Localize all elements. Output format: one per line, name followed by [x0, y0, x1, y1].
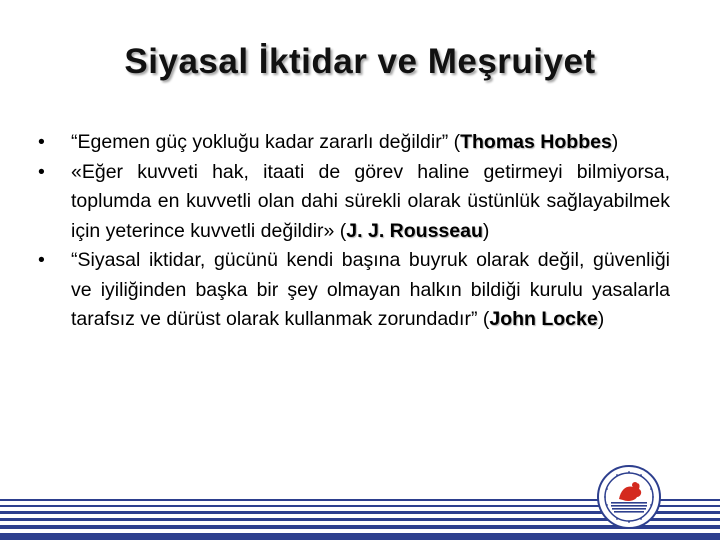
quote-end: ) — [482, 219, 490, 242]
bullet-dot: • — [38, 160, 45, 183]
bullet-item — [38, 128, 670, 158]
author-name: J. J. Rousseau — [346, 219, 483, 242]
quote-end: ) — [597, 308, 605, 330]
slide-title: Siyasal İktidar ve Meşruiyet — [124, 42, 596, 81]
quote-text: “Siyasal iktidar, gücünü kendi başına buyruk olarak değil, güvenliği ve iyiliğinden başka bir şey olmayan halkın bildiği kurulu yasalarla tarafsız ve dürüst olarak kullanmak zorundadır” ( — [71, 249, 670, 330]
bullet-item — [38, 158, 670, 247]
bullet-dot: • — [38, 131, 45, 153]
quote-end: ) — [611, 131, 619, 153]
bullet-list — [38, 128, 670, 335]
quote-text: “Egemen güç yokluğu kadar zararlı değildir” ( — [71, 131, 461, 153]
university-emblem-icon — [597, 465, 661, 529]
bullet-item — [38, 246, 670, 335]
quote-text: «Eğer kuvveti hak, itaati de görev haline getirmeyi bilmiyorsa, toplumda en kuvvetli olan dahi sürekli olarak üstünlük sağlayabilmek için yeterince kuvvetli değildir» ( — [71, 160, 670, 242]
author-name: John Locke — [489, 308, 598, 330]
bullet-dot: • — [38, 249, 45, 271]
author-name: Thomas Hobbes — [460, 131, 612, 153]
